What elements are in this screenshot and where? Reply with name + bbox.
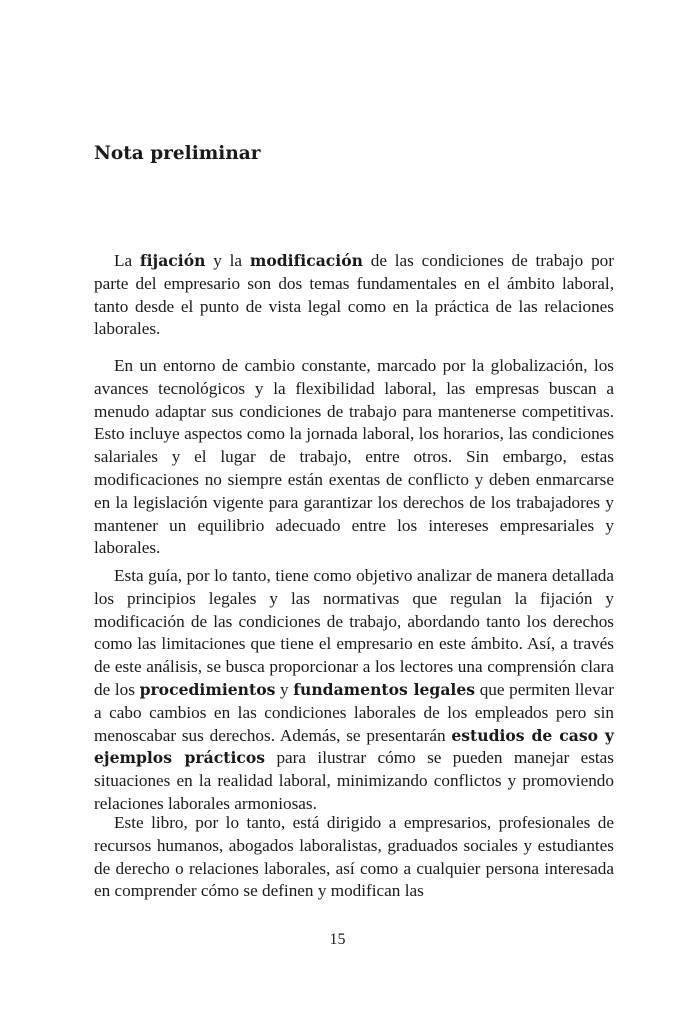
paragraph-3-text-b: y [275,679,294,699]
paragraph-1-text-a: La [114,251,140,270]
keyword-fundamentos-legales: fundamentos legales [293,679,476,699]
paragraph-1 [94,250,614,341]
keyword-procedimientos: procedimientos [139,679,276,699]
paragraph-3-text-a: Esta guía, por lo tanto, tiene como objetivo analizar de manera detallada los principios legales y las normativas que regulan la fijación y modificación de las condiciones de trabajo, abordando tanto los derechos como las limitaciones que tiene el empresario en este ámbito. Así, a través de este análisis, se busca proporcionar a los lectores una comprensión clara de los [94,566,614,699]
paragraph-4: Este libro, por lo tanto, está dirigido a empresarios, profesionales de recursos humanos, abogados laboralistas, graduados sociales y estudiantes de derecho o relaciones laborales, así como a cualquier persona interesada en comprender cómo se definen y modifican las [94,813,614,901]
paragraph-1-text-b: y la [205,251,250,270]
paragraph-2: En un entorno de cambio constante, marcado por la globalización, los avances tecnológicos y la flexibilidad laboral, las empresas buscan a menudo adaptar sus condiciones de trabajo para mantenerse competitivas. Esto incluye aspectos como la jornada laboral, los horarios, las condiciones salariales y el lugar de trabajo, entre otros. Sin embargo, estas modificaciones no siempre están exentas de conflicto y deben enmarcarse en la legislación vigente para garantizar los derechos de los trabajadores y mantener un equilibrio adecuado entre los intereses empresariales y laborales. [94,356,614,558]
paragraph-1-text-c: de las condiciones de trabajo por parte del empresario son dos temas fundamentales en el ámbito laboral, tanto desde el punto de vista legal como en la práctica de las relaciones laborales. [94,251,614,339]
paragraph-3 [94,565,614,816]
paragraph-3-text-d: para ilustrar cómo se pueden manejar estas situaciones en la realidad laboral, minimizando conflictos y promoviendo relaciones laborales armoniosas. [94,748,614,813]
keyword-estudios-de-caso: estudios de caso y ejemplos prácticos [94,725,614,768]
page-title: Nota preliminar [94,143,261,164]
keyword-modificacion: modificación [249,251,363,270]
keyword-fijacion: fijación [139,251,206,270]
paragraph-3-text-c: que permiten llevar a cabo cambios en las condiciones laborales de los empleados pero sin menoscabar sus derechos. Además, se presentarán [94,679,615,745]
page-number: 15 [329,931,346,948]
